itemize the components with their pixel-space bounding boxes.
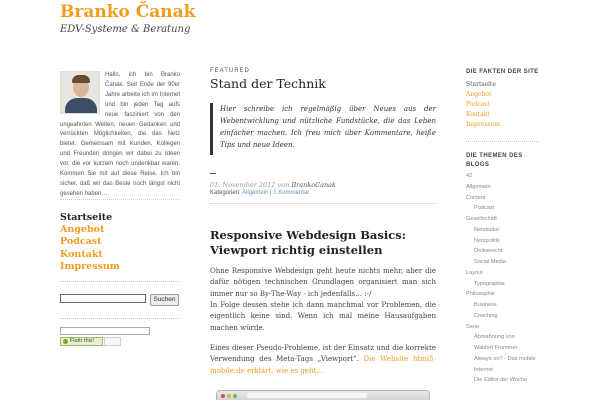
theme-item[interactable]: Content [466, 194, 486, 201]
facts-item-podcast[interactable]: Podcast [466, 101, 490, 108]
site-title[interactable]: Branko Čanak [60, 2, 196, 22]
facts-item-startseite[interactable]: Startseite [466, 81, 496, 88]
nav-item-impressum[interactable]: Impressum [60, 260, 120, 272]
theme-item[interactable]: Coaching [474, 312, 498, 319]
left-divider [60, 318, 180, 319]
featured-title[interactable]: Stand der Technik [210, 76, 326, 91]
theme-item[interactable]: Podcast [474, 205, 495, 212]
search-input[interactable] [60, 294, 146, 303]
categories-label: Kategorien: [210, 190, 243, 196]
facts-heading: DIE FAKTEN DER SITE [466, 69, 539, 75]
right-divider [466, 141, 539, 142]
post-date[interactable]: 01. November 2012 [210, 181, 276, 189]
featured-quote: Hier schreibe ich regelmäßig über Neues aus der Webentwicklung und nützliche Fundstücke, die das Leben einfacher machen. Ich freu mich über Kommentare, heiße Tips und neue Ideen. [210, 103, 436, 155]
theme-item[interactable]: Die Editor der Woche [474, 377, 528, 384]
search-button[interactable]: Suchen [150, 294, 179, 306]
theme-item[interactable]: Abmahnung von [474, 334, 515, 341]
post-title[interactable]: Responsive Webdesign Basics: Viewport richtig einstellen [210, 228, 406, 257]
theme-item[interactable]: Internet [474, 366, 493, 373]
facts-item-kontakt[interactable]: Kontakt [466, 111, 490, 118]
post-meta [210, 181, 336, 189]
site-tagline: EDV-Systeme & Beratung [60, 24, 191, 35]
separator-dash [210, 173, 216, 174]
author-avatar [60, 71, 100, 114]
category-link[interactable]: Allgemein [242, 190, 269, 196]
themes-heading: DIE THEMEN DES BLOGS [466, 153, 523, 168]
flattr-counter [104, 337, 121, 346]
nav-item-podcast[interactable]: Podcast [60, 236, 102, 248]
meta-by: von [275, 181, 292, 189]
html5-mobile-link[interactable]: Die Website html5-mobile.de erklärt, wie es geht… [210, 355, 436, 375]
theme-item[interactable]: Netzkultur [474, 226, 500, 233]
theme-item[interactable]: Gesellschaft [466, 216, 497, 222]
theme-item[interactable]: Waldorf Frommer [474, 345, 518, 351]
theme-item[interactable]: Allgemein [466, 183, 491, 190]
left-divider [60, 281, 180, 282]
browser-screenshot-image [216, 390, 430, 400]
theme-item[interactable]: Netzpolitik [474, 237, 500, 244]
facts-item-angebot[interactable]: Angebot [466, 91, 492, 98]
theme-item[interactable]: Social Media [474, 259, 507, 265]
flattr-button[interactable] [60, 337, 103, 346]
theme-item[interactable]: Onlinerecht [474, 248, 503, 255]
theme-item[interactable]: Serie [466, 323, 480, 330]
left-divider [60, 199, 180, 200]
featured-label: FEATURED [210, 68, 250, 74]
facts-list [466, 80, 500, 130]
theme-item[interactable]: Philosophie [466, 291, 495, 298]
post-categories [210, 190, 309, 196]
bio-text: Hallo, ich bin Branko Čanak. Seit Ende der 90er Jahre arbeite ich im Internet und bin jeden Tag aufs neue fasziniert von den ungeahnten Weiten, neuen Gedanken und verrückten Möglichkeiten, die das Netz bietet. Gemeinsam mit Kunden, Kollegen und Freunden dringen wir dabei zu Ideen vor, die vor kurzem noch undenkbar waren. Kommen Sie mit auf diese Reise. Ich bin sicher, daß wir das Beste noch längst nicht gesehen haben… [60, 72, 180, 197]
flattr-icon [63, 339, 68, 344]
meta-separator: | [268, 190, 274, 196]
post-paragraph: Ohne Responsive Webdesign geht heute nichts mehr, aber die dafür nötigen technischen Grundlagen organisiert man sich immer nur so By-The-Way - ich jedenfalls… :-/ [210, 267, 436, 298]
comments-link[interactable]: 1 Kommentar [273, 190, 310, 196]
post-author[interactable]: BrankoCanak [291, 181, 336, 189]
flattr-field[interactable] [60, 327, 150, 335]
nav-item-startseite[interactable]: Startseite [60, 212, 113, 223]
post-paragraph [210, 343, 436, 377]
post-paragraph: In Folge dessen stehe ich dann manchmal vor Problemen, die eigentlich keine sind. Wenn ich mal meine Hausaufgaben machen würde. [210, 301, 436, 332]
theme-item[interactable]: Always on? - Das mobile [474, 355, 536, 362]
facts-item-impressum[interactable]: Impressum [466, 121, 501, 128]
main-divider [210, 203, 436, 204]
nav-item-angebot[interactable]: Angebot [60, 224, 105, 236]
themes-list [466, 171, 536, 386]
paragraph-text: Eines dieser Pseudo-Probleme, ist der Einsatz und die korrekte Verwendung des Meta-Tags „Viewport“. [210, 344, 436, 364]
theme-item[interactable]: Layout [466, 269, 483, 276]
theme-item[interactable]: 42 [466, 173, 473, 179]
author-bio [60, 71, 180, 200]
flattr-label: Flattr this! [70, 338, 95, 344]
theme-item[interactable]: Business [474, 302, 497, 308]
nav-item-kontakt[interactable]: Kontakt [60, 248, 103, 260]
left-nav [60, 212, 120, 273]
theme-item[interactable]: Typographie [474, 280, 505, 287]
